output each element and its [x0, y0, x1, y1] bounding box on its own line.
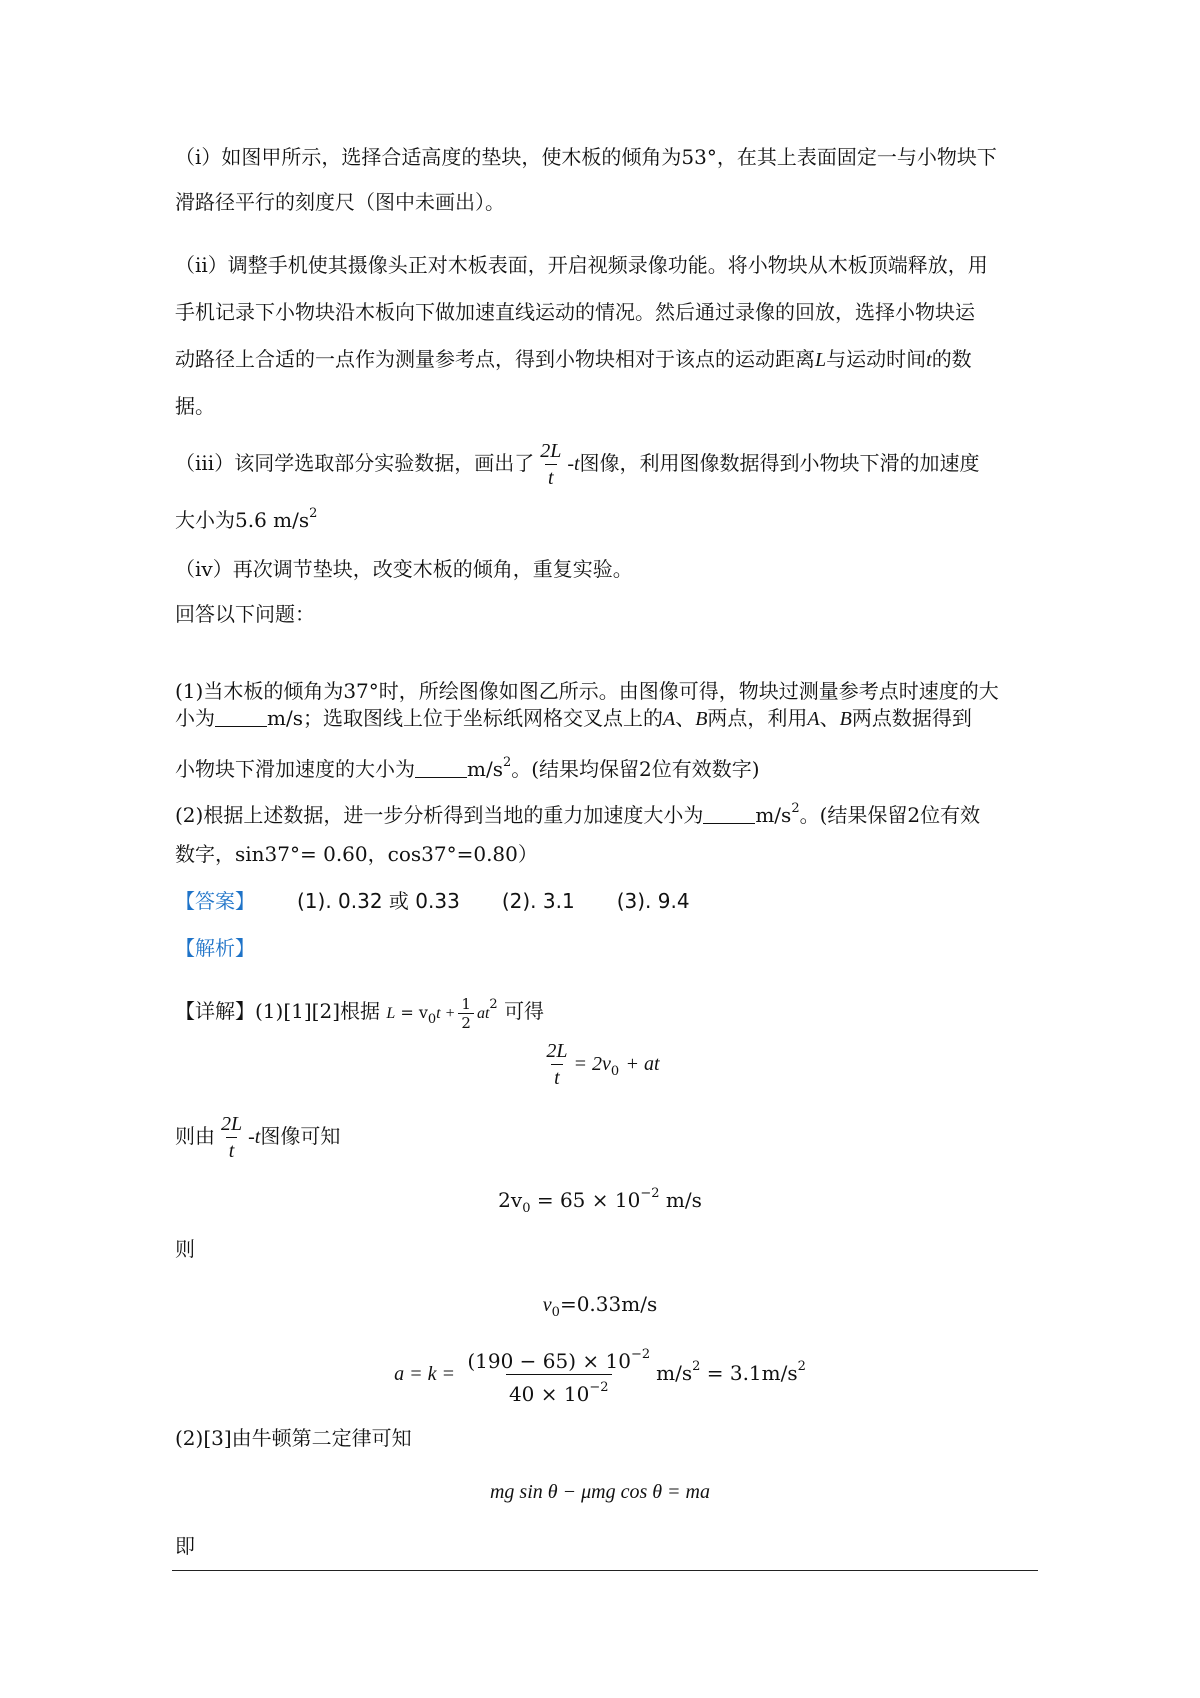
- answer-3: (3). 9.4: [616, 889, 690, 913]
- var-L: L: [815, 349, 827, 371]
- equation-4: a = k = $\frac{(190 - 65) \times 10^{-2}}{40 \times 10^{-2}}$ $m/s^2 = 3.1m/s^2$: [394, 1347, 806, 1406]
- answer-blank-1: [215, 706, 267, 727]
- equation-5: mg sin θ − μmg cos θ = ma: [489, 1481, 710, 1503]
- var-t: t: [926, 349, 932, 371]
- question-2-line-a: (2)根据上述数据，进一步分析得到当地的重力加速度大小为 $m/s^2$。(结果保留2位有效: [175, 801, 981, 827]
- step-3-line-a: （iii）该同学选取部分实验数据，画出了 $\frac{2L}{t}$ -t图像，利用图像数据得到小物块下滑的加速度: [175, 440, 980, 489]
- answer-blank-2: [415, 757, 467, 778]
- answer-1: (1). 0.32 或 0.33: [297, 889, 460, 913]
- analysis-label: 【解析】: [175, 936, 255, 960]
- fraction-2L-over-t: $\frac{2L}{t}$: [540, 440, 562, 489]
- then-label: 则: [175, 1237, 195, 1261]
- newton-line: (2)[3]由牛顿第二定律可知: [175, 1426, 412, 1450]
- equation-2: $2v_0 = 65 \times 10^{-2}$ m/s: [498, 1186, 702, 1216]
- equation-1: $\frac{2L}{t}$ = $2v_0$ + at: [546, 1040, 660, 1089]
- step-3-line-b: 大小为5.6 $m/s^2$: [175, 506, 318, 532]
- ji-label: 即: [175, 1534, 195, 1558]
- detail-line: 【详解】(1)[1][2]根据 $L = v_0t$ + $\frac{1}{2}$ $at^2$ 可得: [175, 995, 545, 1032]
- question-1-line-b: 小为 m/s；选取图线上位于坐标纸网格交叉点上的A、B两点，利用A、B两点数据得到: [175, 706, 972, 730]
- step-2-line-b: 手机记录下小物块沿木板向下做加速直线运动的情况。然后通过录像的回放，选择小物块运: [175, 300, 975, 324]
- questions-intro: 回答以下问题：: [175, 602, 315, 626]
- answer-line: [175, 887, 690, 915]
- question-2-line-b: 数字，sin37°= 0.60，cos37°=0.80）: [175, 842, 538, 866]
- question-1-line-c: 小物块下滑加速度的大小为 $m/s^2$。(结果均保留2位有效数字): [175, 755, 760, 781]
- step-1-line-b: 滑路径平行的刻度尺（图中未画出）。: [175, 190, 505, 214]
- answer-label: 【答案】: [175, 889, 255, 913]
- v0-result: $v_0=0.33m/s$: [542, 1292, 658, 1320]
- step-2-line-a: （ii）调整手机使其摄像头正对木板表面，开启视频录像功能。将小物块从木板顶端释放，用: [175, 253, 988, 277]
- step-2-line-d: 据。: [175, 394, 215, 418]
- answer-2: (2). 3.1: [501, 889, 575, 913]
- step-4-line: （iv）再次调节垫块，改变木板的倾角，重复实验。: [175, 557, 633, 581]
- kinematics-formula: $L = v_0t$ + $\frac{1}{2}$ $at^2$: [386, 995, 498, 1032]
- step-1-line-a: （i）如图甲所示，选择合适高度的垫块，使木板的倾角为53°，在其上表面固定一与小物块下: [175, 145, 997, 169]
- question-1-line-a: (1)当木板的倾角为37°时，所绘图像如图乙所示。由图像可得，物块过测量参考点时速度的大: [175, 679, 999, 703]
- step-2-line-c: 动路径上合适的一点作为测量参考点，得到小物块相对于该点的运动距离L与运动时间t的数: [175, 347, 972, 371]
- answer-blank-3: [703, 803, 755, 824]
- page-bottom-rule: [172, 1570, 1038, 1571]
- then-by-line: 则由 $\frac{2L}{t}$ -t图像可知: [175, 1113, 341, 1162]
